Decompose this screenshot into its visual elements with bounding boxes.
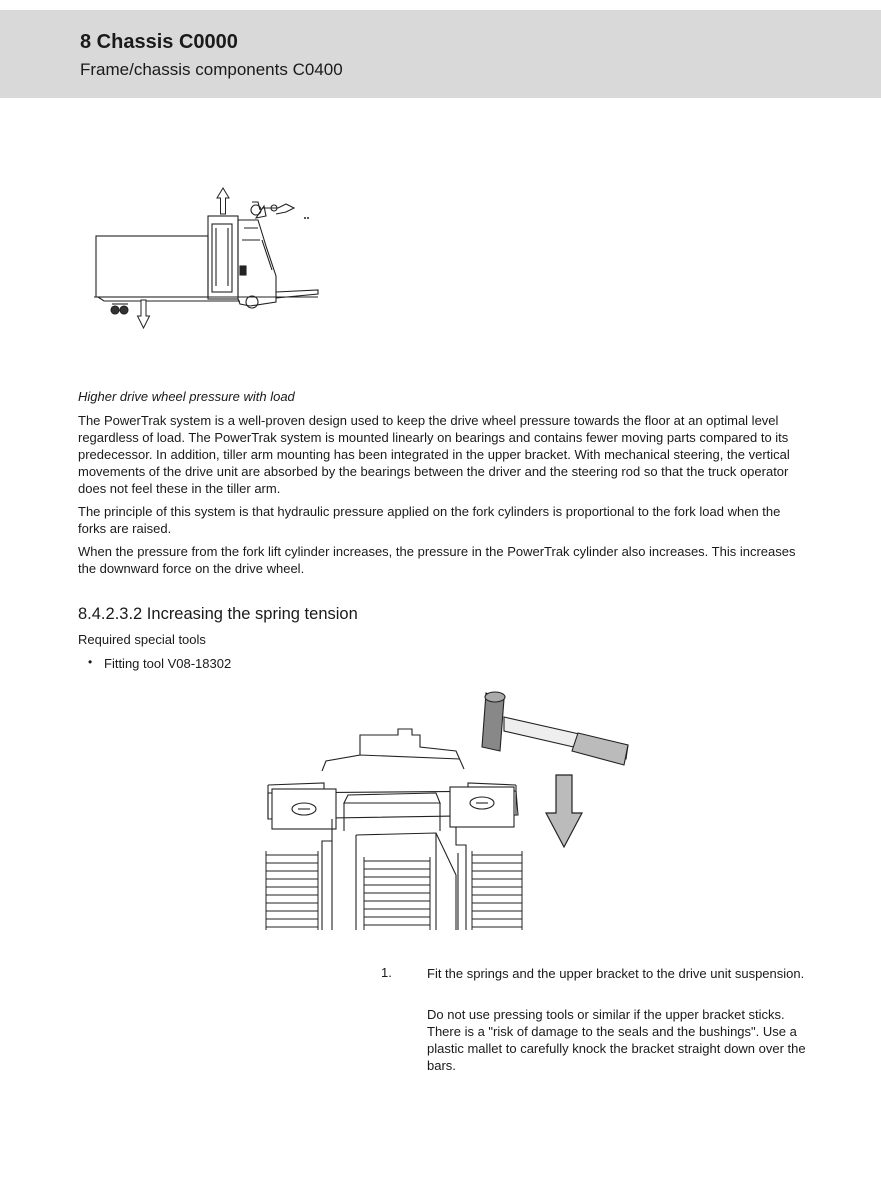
arrow-down-icon [138, 300, 150, 328]
list-item [88, 656, 231, 671]
section-heading: 8.4.2.3.2 Increasing the spring tension [78, 605, 358, 623]
bullet-icon: • [88, 655, 93, 669]
paragraph-pressure: When the pressure from the fork lift cylinder increases, the pressure in the PowerTrak cylinder also increases. This increases the downward force on the drive wheel. [78, 544, 796, 576]
step-text-fit: Fit the springs and the upper bracket to the drive unit suspension. [427, 966, 805, 981]
step-number: 1. [381, 965, 392, 980]
page-header [0, 10, 881, 98]
step-text-warning: Do not use pressing tools or similar if the upper bracket sticks. There is a "risk of damage to the seals and the bushings". Use a plastic mallet to carefully knock the bracket straight down over the bars. [427, 1007, 806, 1073]
arrow-down-icon [546, 775, 582, 847]
chapter-title: 8 Chassis C0000 [80, 31, 238, 53]
paragraph-powertrak: The PowerTrak system is a well-proven design used to keep the drive wheel pressure towards the floor at an optimal level regardless of load. The PowerTrak system is mounted linearly on bearings and contains fewer moving parts compared to its predecessor. In addition, tiller arm mounting has been integrated in the upper bracket. With mechanical steering, the vertical movements of the drive unit are absorbed by the bearings between the driver and the steering rod so that the truck operator does not feel these in the tiller arm. [78, 413, 790, 496]
spring-bracket-illustration [260, 685, 640, 930]
arrow-up-icon [217, 188, 229, 214]
pallet-truck-illustration [90, 180, 340, 335]
figure-caption: Higher drive wheel pressure with load [78, 389, 295, 404]
subchapter-title: Frame/chassis components C0400 [80, 60, 343, 79]
paragraph-principle: The principle of this system is that hydraulic pressure applied on the fork cylinders is proportional to the fork load when the forks are raised. [78, 504, 781, 536]
tools-list [88, 656, 231, 671]
tools-heading: Required special tools [78, 632, 206, 647]
tool-label: Fitting tool V08-18302 [104, 656, 232, 671]
mallet-icon [482, 692, 628, 765]
